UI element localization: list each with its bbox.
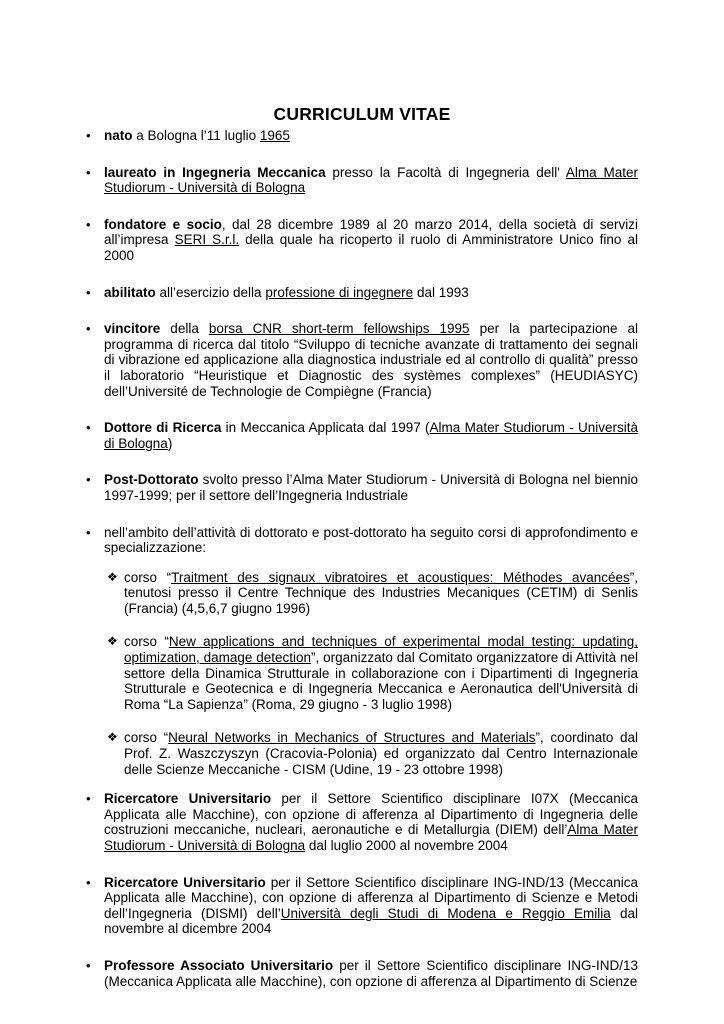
course-item: ❖ corso “New applications and techniques of experimental modal testing: updating, optimization, damage detection”, organizzato dal Comitato organizzatore di Attività nel settore della Dinamica Strutturale in collaborazione con i Dipartimenti di Ingegneria Strutturale e Geotecnica e di Ingegneria Meccanica e Aeronautica dell'Università di Roma “La Sapienza” (Roma, 29 giugno - 3 luglio 1998) <box>107 634 638 712</box>
item-link[interactable]: Università degli Studi di Modena e Reggio Emilia <box>280 905 611 921</box>
bullet-icon: • <box>86 524 91 540</box>
item-lead: Ricercatore Universitario <box>104 791 272 807</box>
bullet-icon: • <box>86 874 91 890</box>
cv-item-founder: • fondatore e socio, dal 28 dicembre 1989 al 20 marzo 2014, della società di servizi all’impresa SERI S.r.l. della quale ha ricoperto il ruolo di Amministratore Unico fino al 2000 <box>86 216 639 263</box>
item-lead: nato <box>104 128 133 143</box>
item-link[interactable]: SERI S.r.l. <box>174 232 240 248</box>
cv-item-researcher-bologna: • Ricercatore Universitario per il Settore Scientifico disciplinare I07X (Meccanica Applicata alle Macchine), con opzione di afferenza al Dipartimento di Ingegneria delle costruzioni meccaniche, nucleari, aeronautiche e di Metallurgia (DIEM) dell’Alma Mater Studiorum - Università di Bologna dal luglio 2000 al novembre 2004 <box>86 791 638 853</box>
bullet-icon: • <box>86 472 91 488</box>
cv-item-birth: • nato a Bologna l’11 luglio 1965 <box>86 128 290 143</box>
course-link[interactable]: Traitment des signaux vibratoires et acoustiques: Méthodes avancées <box>171 569 630 585</box>
cv-item-phd: • Dottore di Ricerca in Meccanica Applicata dal 1997 (Alma Mater Studiorum - Università di Bologna) <box>86 420 639 451</box>
item-lead: Dottore di Ricerca <box>104 420 222 436</box>
cv-item-degree: • laureato in Ingegneria Meccanica presso la Facoltà di Ingegneria dell' Alma Mater Studiorum - Università di Bologna <box>86 164 638 196</box>
item-link[interactable]: borsa CNR short-term fellowships 1995 <box>208 321 470 337</box>
diamond-bullet-icon: ❖ <box>107 730 118 745</box>
course-link[interactable]: New applications and techniques of experimental modal testing: updating, optimization, damage detection <box>124 634 638 666</box>
item-lead: Professore Associato Universitario <box>104 957 334 973</box>
item-link[interactable]: Alma Mater Studiorum - Università di Bologna <box>104 420 639 451</box>
course-item: ❖ corso “Neural Networks in Mechanics of Structures and Materials”, coordinato dal Prof. Z. Waszczyszyn (Cracovia-Polonia) ed organizzato dal Centro Internazionale delle Scienze Meccaniche - CISM (Udine, 19 - 23 ottobre 1998) <box>107 730 639 777</box>
item-lead: abilitato <box>104 284 156 300</box>
bullet-icon: • <box>86 128 91 143</box>
item-link[interactable]: Alma Mater Studiorum - Università di Bologna <box>104 164 638 196</box>
diamond-bullet-icon: ❖ <box>107 569 118 584</box>
cv-item-courses-intro: • nell’ambito dell’attività di dottorato e post-dottorato ha seguito corsi di approfondimento e specializzazione: <box>86 524 638 556</box>
cv-item-license: • abilitato all’esercizio della professione di ingegnere dal 1993 <box>86 284 469 300</box>
bullet-icon: • <box>86 164 91 180</box>
cv-content <box>86 128 638 989</box>
cv-item-associate-professor: • Professore Associato Universitario per il Settore Scientifico disciplinare ING-IND/13 (Meccanica Applicata alle Macchine), con opzione di afferenza al Dipartimento di Scienze <box>86 957 638 989</box>
cv-item-fellowship: • vincitore della borsa CNR short-term fellowships 1995 per la partecipazione al programma di ricerca dal titolo “Sviluppo di tecniche avanzate di trattamento dei segnali di vibrazione ed applicazione alla diagnostica industriale ed al controllo di qualità” presso il laboratorio “Heuristique et Diagnostic des systèmes complexes” (HEUDIASYC) dell’Université de Technologie de Compiègne (Francia) <box>86 321 639 399</box>
item-lead: vincitore <box>104 321 161 337</box>
course-link[interactable]: Neural Networks in Mechanics of Structures and Materials <box>168 730 536 746</box>
item-lead: Ricercatore Universitario <box>104 874 266 890</box>
course-item: ❖ corso “Traitment des signaux vibratoires et acoustiques: Méthodes avancées”, tenutosi presso il Centre Technique des Industries Mecaniques (CETIM) di Senlis (Francia) (4,5,6,7 giugno 1996) <box>107 569 638 616</box>
bullet-icon: • <box>86 216 91 232</box>
bullet-icon: • <box>86 420 91 436</box>
bullet-icon: • <box>86 321 91 337</box>
bullet-icon: • <box>86 284 91 300</box>
item-link[interactable]: professione di ingegnere <box>265 284 414 300</box>
bullet-icon: • <box>86 791 91 807</box>
item-link[interactable]: Alma Mater Studiorum - Università di Bologna <box>104 822 638 853</box>
item-lead: Post-Dottorato <box>104 472 199 488</box>
diamond-bullet-icon: ❖ <box>107 634 118 649</box>
cv-item-researcher-modena: • Ricercatore Universitario per il Settore Scientifico disciplinare ING-IND/13 (Meccanica Applicata alle Macchine), con opzione di afferenza al Dipartimento di Scienze e Metodi dell’Ingegneria (DISMI) dell’Università degli Studi di Modena e Reggio Emilia dal novembre al dicembre 2004 <box>86 874 638 937</box>
cv-item-postdoc: • Post-Dottorato svolto presso l’Alma Mater Studiorum - Università di Bologna nel biennio 1997-1999; per il settore dell’Ingegneria Industriale <box>86 472 638 503</box>
page-title: CURRICULUM VITAE <box>273 104 451 124</box>
bullet-icon: • <box>86 957 91 973</box>
item-lead: fondatore e socio <box>104 216 222 232</box>
item-lead: laureato in Ingegneria Meccanica <box>104 164 326 180</box>
item-link[interactable]: 1965 <box>259 128 290 143</box>
